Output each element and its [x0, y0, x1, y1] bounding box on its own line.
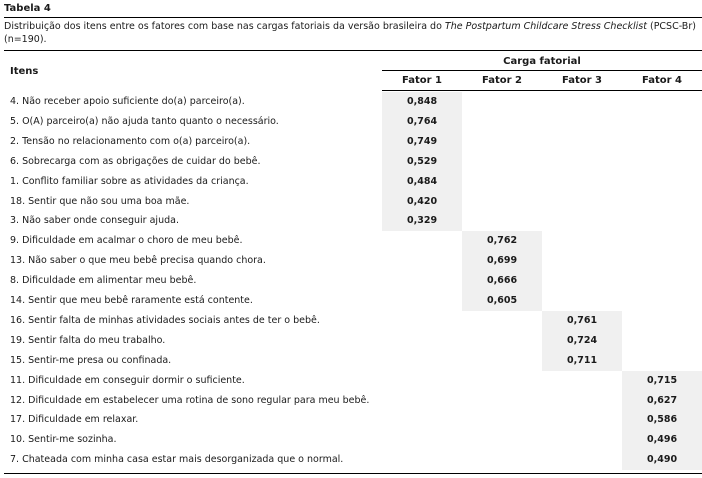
caption-italic-title: The Postpartum Childcare Stress Checklist: [444, 21, 647, 32]
loading-value: 0,699: [487, 255, 518, 267]
group-rule: [382, 70, 702, 71]
loading-value: 0,484: [407, 175, 438, 187]
loading-cell-factor-4: [622, 410, 702, 430]
loading-cell-factor-2: [462, 192, 542, 212]
item-label: 19. Sentir falta do meu trabalho.: [10, 334, 166, 346]
table-row: [0, 311, 702, 331]
loading-cell-factor-3: [542, 391, 622, 411]
loading-cell-factor-4: [622, 391, 702, 411]
item-label: 14. Sentir que meu bebê raramente está contente.: [10, 295, 253, 306]
loading-value: 0,762: [487, 235, 518, 247]
loading-value: 0,490: [647, 454, 678, 466]
loading-cell-factor-1: [382, 271, 462, 291]
loading-cell-factor-2: [462, 430, 542, 450]
loading-value: 0,848: [407, 96, 438, 107]
factor-2-header: Fator 2: [481, 75, 522, 86]
loading-cell-factor-1: [382, 112, 462, 132]
table-row: [0, 231, 702, 251]
loading-value: 0,420: [407, 195, 438, 207]
table-row: [0, 430, 702, 450]
item-label: 6. Sobrecarga com as obrigações de cuidar do bebê.: [10, 155, 261, 167]
loading-cell-factor-1: [382, 291, 462, 311]
loading-cell-factor-3: [542, 112, 622, 132]
item-label: 9. Dificuldade em acalmar o choro de meu bebê.: [10, 235, 243, 247]
table-row: [0, 371, 702, 391]
loading-cell-factor-3: [542, 271, 622, 291]
loading-cell-factor-3: [542, 132, 622, 152]
loading-cell-factor-1: [382, 311, 462, 331]
loading-value: 0,764: [407, 115, 438, 127]
loading-cell-factor-3: [542, 311, 622, 331]
factor-4-header: Fator 4: [641, 75, 682, 86]
table-row: [0, 271, 702, 291]
loading-cell-factor-4: [622, 371, 702, 391]
table-row: [0, 291, 702, 311]
loading-cell-factor-1: [382, 450, 462, 470]
item-label: 4. Não receber apoio suficiente do(a) parceiro(a).: [10, 96, 245, 107]
loading-cell-factor-2: [462, 351, 542, 371]
loading-cell-factor-3: [542, 331, 622, 351]
loading-cell-factor-2: [462, 371, 542, 391]
loading-cell-factor-2: [462, 231, 542, 251]
top-rule: [4, 17, 702, 18]
loading-cell-factor-4: [622, 311, 702, 331]
loading-cell-factor-2: [462, 112, 542, 132]
loading-value: 0,586: [647, 414, 678, 426]
loading-cell-factor-1: [382, 92, 462, 112]
loading-cell-factor-3: [542, 430, 622, 450]
caption-text: Distribuição dos itens entre os fatores com base nas cargas fatoriais da versão brasileira do: [4, 21, 445, 32]
item-label: 2. Tensão no relacionamento com o(a) parceiro(a).: [10, 135, 251, 147]
loading-cell-factor-4: [622, 331, 702, 351]
loading-value: 0,529: [407, 155, 438, 167]
item-label: 3. Não saber onde conseguir ajuda.: [10, 215, 179, 227]
loading-cell-factor-3: [542, 251, 622, 271]
loading-cell-factor-3: [542, 450, 622, 470]
loading-cell-factor-4: [622, 351, 702, 371]
bottom-rule: [4, 473, 702, 474]
header-rule: [4, 50, 702, 51]
item-label: 10. Sentir-me sozinha.: [10, 434, 117, 446]
table-caption: [4, 20, 698, 46]
column-header-rule: [382, 90, 702, 91]
loading-cell-factor-4: [622, 192, 702, 212]
item-label: 11. Dificuldade em conseguir dormir o suficiente.: [10, 374, 245, 386]
loading-cell-factor-2: [462, 311, 542, 331]
loading-cell-factor-4: [622, 172, 702, 192]
loading-cell-factor-3: [542, 92, 622, 112]
loading-cell-factor-2: [462, 251, 542, 271]
loading-cell-factor-2: [462, 92, 542, 112]
loading-cell-factor-3: [542, 172, 622, 192]
item-label: 18. Sentir que não sou uma boa mãe.: [10, 195, 190, 207]
loading-cell-factor-1: [382, 152, 462, 172]
loading-cell-factor-4: [622, 112, 702, 132]
table-row: [0, 152, 702, 172]
table-row: [0, 450, 702, 470]
loading-value: 0,749: [407, 135, 438, 147]
loading-value: 0,724: [567, 334, 598, 346]
loading-cell-factor-1: [382, 172, 462, 192]
table-row: [0, 331, 702, 351]
table-row: [0, 351, 702, 371]
table-row: [0, 391, 702, 411]
loading-cell-factor-3: [542, 192, 622, 212]
loading-cell-factor-2: [462, 172, 542, 192]
item-label: 8. Dificuldade em alimentar meu bebê.: [10, 275, 197, 287]
loading-cell-factor-2: [462, 331, 542, 351]
loading-cell-factor-3: [542, 231, 622, 251]
loading-cell-factor-2: [462, 410, 542, 430]
loading-value: 0,627: [647, 394, 678, 406]
table-row: [0, 410, 702, 430]
loading-cell-factor-2: [462, 271, 542, 291]
item-label: 1. Conflito familiar sobre as atividades da criança.: [10, 175, 249, 187]
table-title: Tabela 4: [4, 3, 51, 14]
table-row: [0, 211, 702, 231]
loading-group-header: Carga fatorial: [503, 56, 581, 67]
loading-cell-factor-1: [382, 211, 462, 231]
loading-cell-factor-1: [382, 231, 462, 251]
loading-cell-factor-2: [462, 450, 542, 470]
loading-cell-factor-4: [622, 450, 702, 470]
loading-cell-factor-4: [622, 271, 702, 291]
item-label: 15. Sentir-me presa ou confinada.: [10, 354, 172, 366]
loading-value: 0,605: [487, 295, 518, 306]
loading-cell-factor-3: [542, 351, 622, 371]
loading-cell-factor-1: [382, 132, 462, 152]
loading-cell-factor-2: [462, 291, 542, 311]
loading-value: 0,666: [487, 275, 518, 287]
loading-value: 0,715: [647, 374, 678, 386]
factor-3-header: Fator 3: [561, 75, 602, 86]
loading-cell-factor-3: [542, 152, 622, 172]
loading-cell-factor-1: [382, 192, 462, 212]
loading-cell-factor-2: [462, 152, 542, 172]
table-row: [0, 92, 702, 112]
loading-cell-factor-1: [382, 251, 462, 271]
loading-value: 0,329: [407, 215, 438, 227]
loading-cell-factor-1: [382, 331, 462, 351]
factor-1-header: Fator 1: [401, 75, 442, 86]
loading-cell-factor-4: [622, 92, 702, 112]
loading-cell-factor-3: [542, 211, 622, 231]
table-row: [0, 172, 702, 192]
caption-text-end: (PCSC-Br) (n=190).: [4, 21, 696, 45]
loading-cell-factor-4: [622, 291, 702, 311]
item-label: 16. Sentir falta de minhas atividades sociais antes de ter o bebê.: [10, 314, 320, 326]
loading-cell-factor-1: [382, 351, 462, 371]
loading-cell-factor-2: [462, 132, 542, 152]
table-row: [0, 192, 702, 212]
loading-value: 0,496: [647, 434, 678, 446]
loading-cell-factor-1: [382, 391, 462, 411]
loading-cell-factor-1: [382, 410, 462, 430]
loading-cell-factor-4: [622, 211, 702, 231]
items-column-header: Itens: [10, 66, 39, 77]
item-label: 12. Dificuldade em estabelecer uma rotina de sono regular para meu bebê.: [10, 394, 370, 406]
loading-cell-factor-3: [542, 371, 622, 391]
loading-value: 0,761: [567, 314, 598, 326]
item-label: 5. O(A) parceiro(a) não ajuda tanto quanto o necessário.: [10, 115, 279, 127]
item-label: 7. Chateada com minha casa estar mais desorganizada que o normal.: [10, 454, 344, 466]
loading-cell-factor-4: [622, 231, 702, 251]
item-label: 17. Dificuldade em relaxar.: [10, 414, 139, 426]
item-label: 13. Não saber o que meu bebê precisa quando chora.: [10, 255, 266, 267]
loading-cell-factor-4: [622, 430, 702, 450]
loading-cell-factor-3: [542, 410, 622, 430]
loading-cell-factor-1: [382, 371, 462, 391]
table-row: [0, 251, 702, 271]
loading-cell-factor-4: [622, 251, 702, 271]
loading-value: 0,711: [567, 354, 598, 366]
loading-cell-factor-1: [382, 430, 462, 450]
loading-cell-factor-4: [622, 152, 702, 172]
table-row: [0, 132, 702, 152]
loading-cell-factor-2: [462, 391, 542, 411]
table-row: [0, 112, 702, 132]
loading-cell-factor-2: [462, 211, 542, 231]
loading-cell-factor-3: [542, 291, 622, 311]
loading-cell-factor-4: [622, 132, 702, 152]
